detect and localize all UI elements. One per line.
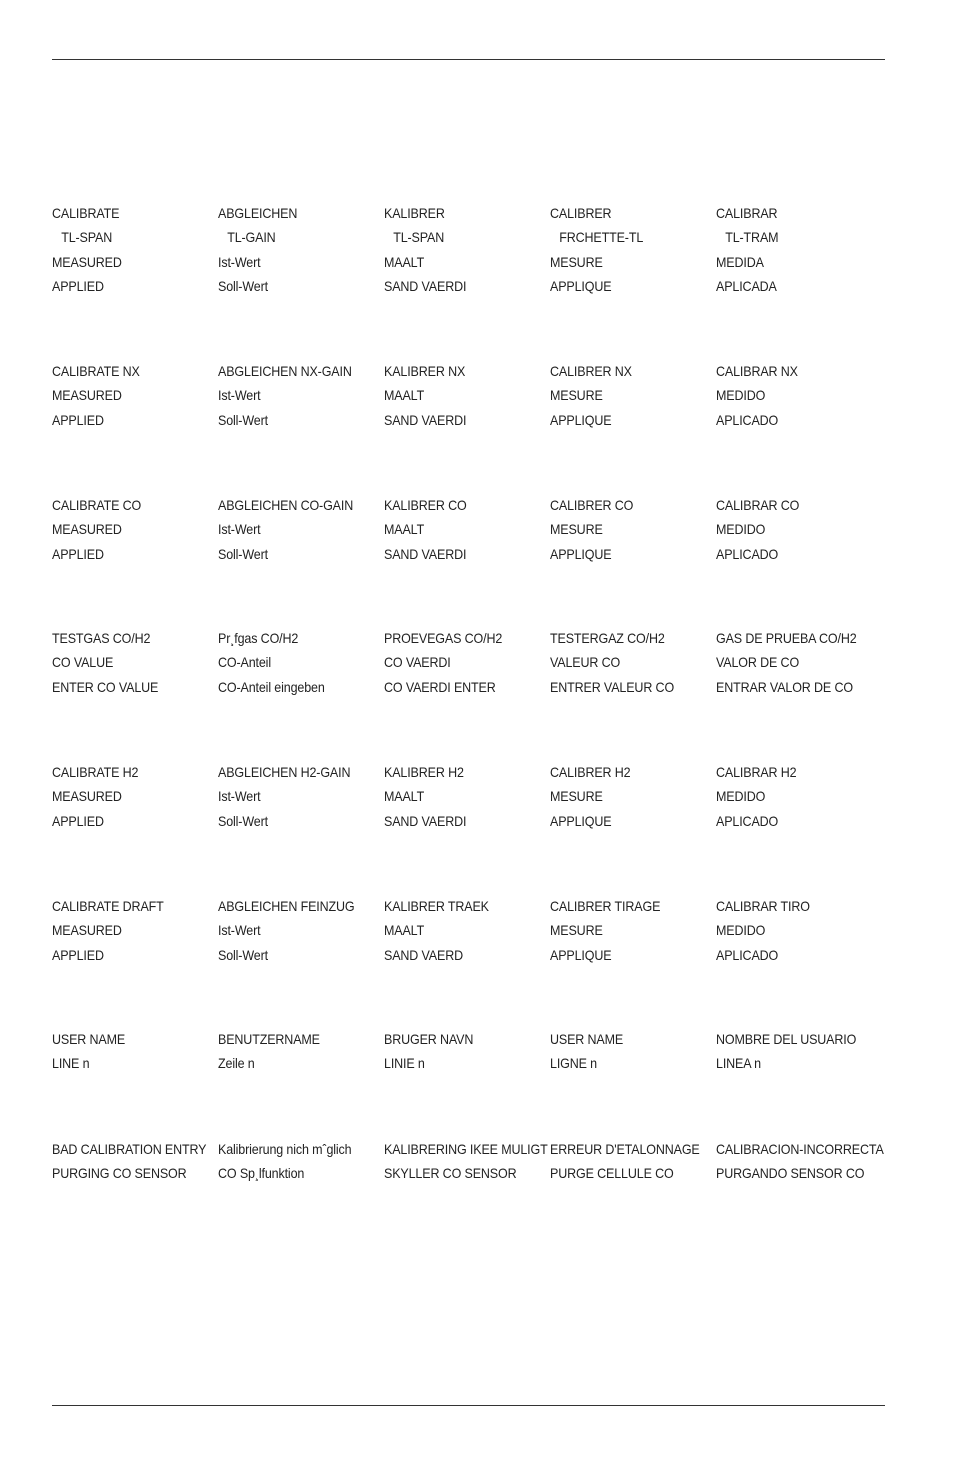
group-testgas-co-h2 bbox=[52, 627, 912, 700]
cell-spanish: APLICADO bbox=[716, 813, 779, 829]
cell-danish: MAALT bbox=[384, 923, 425, 939]
cell-german: ABGLEICHEN FEINZUG bbox=[218, 899, 355, 914]
cell-english: PURGING CO SENSOR bbox=[52, 1166, 187, 1182]
table-row bbox=[52, 360, 912, 384]
cell-english: CALIBRATE CO bbox=[52, 498, 142, 513]
cell-english: ENTER CO VALUE bbox=[52, 679, 159, 695]
cell-spanish: CALIBRACION-INCORRECTA bbox=[716, 1142, 884, 1157]
cell-german: Ist-Wert bbox=[218, 923, 261, 939]
cell-spanish: MEDIDO bbox=[716, 789, 766, 805]
cell-french: APPLIQUE bbox=[550, 546, 612, 562]
table-row bbox=[52, 518, 912, 542]
cell-french: MESURE bbox=[550, 522, 603, 538]
cell-spanish: VALOR DE CO bbox=[716, 655, 800, 671]
cell-spanish: CALIBRAR CO bbox=[716, 498, 800, 513]
cell-german: TL-GAIN bbox=[227, 230, 276, 246]
table-row bbox=[52, 1162, 912, 1186]
cell-spanish: APLICADA bbox=[716, 278, 777, 294]
cell-french: LIGNE n bbox=[550, 1056, 598, 1072]
table-row bbox=[52, 251, 912, 275]
cell-danish: SAND VAERDI bbox=[384, 813, 467, 829]
cell-german: Soll-Wert bbox=[218, 278, 268, 294]
cell-german: CO-Anteil eingeben bbox=[218, 679, 325, 695]
cell-spanish: PURGANDO SENSOR CO bbox=[716, 1166, 865, 1182]
cell-german: ABGLEICHEN NX-GAIN bbox=[218, 364, 352, 379]
cell-french: ENTRER VALEUR CO bbox=[550, 679, 675, 695]
cell-german: Ist-Wert bbox=[218, 388, 261, 404]
cell-danish: LINIE n bbox=[384, 1056, 425, 1072]
cell-english: APPLIED bbox=[52, 278, 104, 294]
cell-danish: SAND VAERDI bbox=[384, 546, 467, 562]
cell-danish: KALIBRER H2 bbox=[384, 765, 464, 780]
cell-spanish: GAS DE PRUEBA CO/H2 bbox=[716, 631, 857, 646]
cell-french: CALIBRER CO bbox=[550, 498, 634, 513]
table-row bbox=[52, 810, 912, 834]
cell-german: Soll-Wert bbox=[218, 546, 268, 562]
cell-french: APPLIQUE bbox=[550, 278, 612, 294]
cell-spanish: TL-TRAM bbox=[725, 230, 779, 246]
cell-french: CALIBRER TIRAGE bbox=[550, 899, 661, 914]
cell-french: CALIBRER bbox=[550, 206, 612, 221]
cell-english: CALIBRATE DRAFT bbox=[52, 899, 164, 914]
cell-danish: KALIBRER bbox=[384, 206, 445, 221]
cell-french: MESURE bbox=[550, 789, 603, 805]
cell-danish: TL-SPAN bbox=[393, 230, 445, 246]
cell-spanish: CALIBRAR TIRO bbox=[716, 899, 810, 914]
table-row bbox=[52, 1052, 912, 1076]
cell-danish: MAALT bbox=[384, 522, 425, 538]
cell-german: ABGLEICHEN H2-GAIN bbox=[218, 765, 351, 780]
cell-danish: PROEVEGAS CO/H2 bbox=[384, 631, 503, 646]
cell-spanish: APLICADO bbox=[716, 546, 779, 562]
cell-french: APPLIQUE bbox=[550, 947, 612, 963]
cell-french: PURGE CELLULE CO bbox=[550, 1166, 674, 1182]
cell-danish: CO VAERDI ENTER bbox=[384, 679, 496, 695]
cell-spanish: LINEA n bbox=[716, 1056, 761, 1072]
cell-english: CALIBRATE bbox=[52, 206, 120, 221]
group-user-name bbox=[52, 1028, 912, 1077]
table-row bbox=[52, 627, 912, 651]
table-row bbox=[52, 761, 912, 785]
group-calibrate-tl bbox=[52, 202, 912, 299]
cell-english: LINE n bbox=[52, 1056, 90, 1072]
cell-german: CO Sp¸lfunktion bbox=[218, 1166, 305, 1182]
cell-german: Soll-Wert bbox=[218, 813, 268, 829]
cell-danish: MAALT bbox=[384, 789, 425, 805]
cell-danish: SAND VAERDI bbox=[384, 278, 467, 294]
cell-german: Ist-Wert bbox=[218, 522, 261, 538]
cell-english: MEASURED bbox=[52, 388, 122, 404]
table-row bbox=[52, 1028, 912, 1052]
cell-german: Pr¸fgas CO/H2 bbox=[218, 631, 299, 646]
cell-danish: CO VAERDI bbox=[384, 655, 451, 671]
cell-english: APPLIED bbox=[52, 813, 104, 829]
cell-english: CO VALUE bbox=[52, 655, 114, 671]
cell-german: BENUTZERNAME bbox=[218, 1032, 320, 1047]
cell-english: APPLIED bbox=[52, 947, 104, 963]
cell-english: MEASURED bbox=[52, 522, 122, 538]
table-row bbox=[52, 676, 912, 700]
cell-german: Soll-Wert bbox=[218, 947, 268, 963]
cell-french: ERREUR D'ETALONNAGE bbox=[550, 1142, 700, 1157]
cell-danish: SKYLLER CO SENSOR bbox=[384, 1166, 517, 1182]
cell-spanish: APLICADO bbox=[716, 947, 779, 963]
cell-english: MEASURED bbox=[52, 254, 122, 270]
cell-spanish: MEDIDO bbox=[716, 388, 766, 404]
cell-french: MESURE bbox=[550, 254, 603, 270]
cell-english: MEASURED bbox=[52, 789, 122, 805]
cell-danish: MAALT bbox=[384, 254, 425, 270]
cell-danish: KALIBRER TRAEK bbox=[384, 899, 489, 914]
group-calibrate-h2 bbox=[52, 761, 912, 834]
cell-german: Zeile n bbox=[218, 1056, 255, 1072]
cell-danish: MAALT bbox=[384, 388, 425, 404]
cell-english: TL-SPAN bbox=[61, 230, 113, 246]
cell-french: APPLIQUE bbox=[550, 813, 612, 829]
cell-spanish: ENTRAR VALOR DE CO bbox=[716, 679, 853, 695]
group-bad-calibration bbox=[52, 1138, 912, 1187]
table-row bbox=[52, 895, 912, 919]
cell-spanish: NOMBRE DEL USUARIO bbox=[716, 1032, 857, 1047]
table-row bbox=[52, 651, 912, 675]
cell-french: TESTERGAZ CO/H2 bbox=[550, 631, 665, 646]
cell-german: Ist-Wert bbox=[218, 789, 261, 805]
cell-german: Kalibrierung nich mˆglich bbox=[218, 1142, 352, 1157]
table-row bbox=[52, 1138, 912, 1162]
table-row bbox=[52, 202, 912, 226]
cell-french: VALEUR CO bbox=[550, 655, 621, 671]
cell-spanish: CALIBRAR bbox=[716, 206, 778, 221]
table-row bbox=[52, 785, 912, 809]
cell-english: APPLIED bbox=[52, 412, 104, 428]
cell-danish: SAND VAERDI bbox=[384, 412, 467, 428]
cell-english: BAD CALIBRATION ENTRY bbox=[52, 1142, 207, 1157]
table-row bbox=[52, 944, 912, 968]
cell-spanish: APLICADO bbox=[716, 412, 779, 428]
table-row bbox=[52, 543, 912, 567]
cell-french: MESURE bbox=[550, 923, 603, 939]
cell-french: FRCHETTE-TL bbox=[559, 230, 644, 246]
cell-german: Soll-Wert bbox=[218, 412, 268, 428]
table-row bbox=[52, 919, 912, 943]
cell-spanish: CALIBRAR H2 bbox=[716, 765, 797, 780]
group-calibrate-nx bbox=[52, 360, 912, 433]
cell-spanish: MEDIDO bbox=[716, 923, 766, 939]
cell-spanish: CALIBRAR NX bbox=[716, 364, 798, 379]
cell-english: CALIBRATE NX bbox=[52, 364, 140, 379]
cell-danish: KALIBRER NX bbox=[384, 364, 466, 379]
cell-spanish: MEDIDA bbox=[716, 254, 764, 270]
cell-english: TESTGAS CO/H2 bbox=[52, 631, 151, 646]
cell-french: MESURE bbox=[550, 388, 603, 404]
cell-french: APPLIQUE bbox=[550, 412, 612, 428]
table-row bbox=[52, 409, 912, 433]
cell-english: APPLIED bbox=[52, 546, 104, 562]
table-row bbox=[52, 275, 912, 299]
cell-english: MEASURED bbox=[52, 923, 122, 939]
group-calibrate-draft bbox=[52, 895, 912, 968]
footer-rule bbox=[52, 1405, 885, 1406]
cell-german: ABGLEICHEN bbox=[218, 206, 298, 221]
group-calibrate-co bbox=[52, 494, 912, 567]
cell-english: USER NAME bbox=[52, 1032, 126, 1047]
cell-french: CALIBRER H2 bbox=[550, 765, 631, 780]
cell-french: USER NAME bbox=[550, 1032, 624, 1047]
cell-danish: KALIBRERING IKEE MULIGT bbox=[384, 1142, 548, 1157]
header-rule bbox=[52, 59, 885, 60]
cell-german: CO-Anteil bbox=[218, 655, 271, 671]
cell-german: Ist-Wert bbox=[218, 254, 261, 270]
cell-danish: BRUGER NAVN bbox=[384, 1032, 474, 1047]
cell-french: CALIBRER NX bbox=[550, 364, 632, 379]
cell-german: ABGLEICHEN CO-GAIN bbox=[218, 498, 354, 513]
table-row bbox=[52, 226, 912, 250]
cell-spanish: MEDIDO bbox=[716, 522, 766, 538]
cell-danish: SAND VAERD bbox=[384, 947, 464, 963]
cell-danish: KALIBRER CO bbox=[384, 498, 467, 513]
table-row bbox=[52, 494, 912, 518]
table-row bbox=[52, 384, 912, 408]
cell-english: CALIBRATE H2 bbox=[52, 765, 139, 780]
